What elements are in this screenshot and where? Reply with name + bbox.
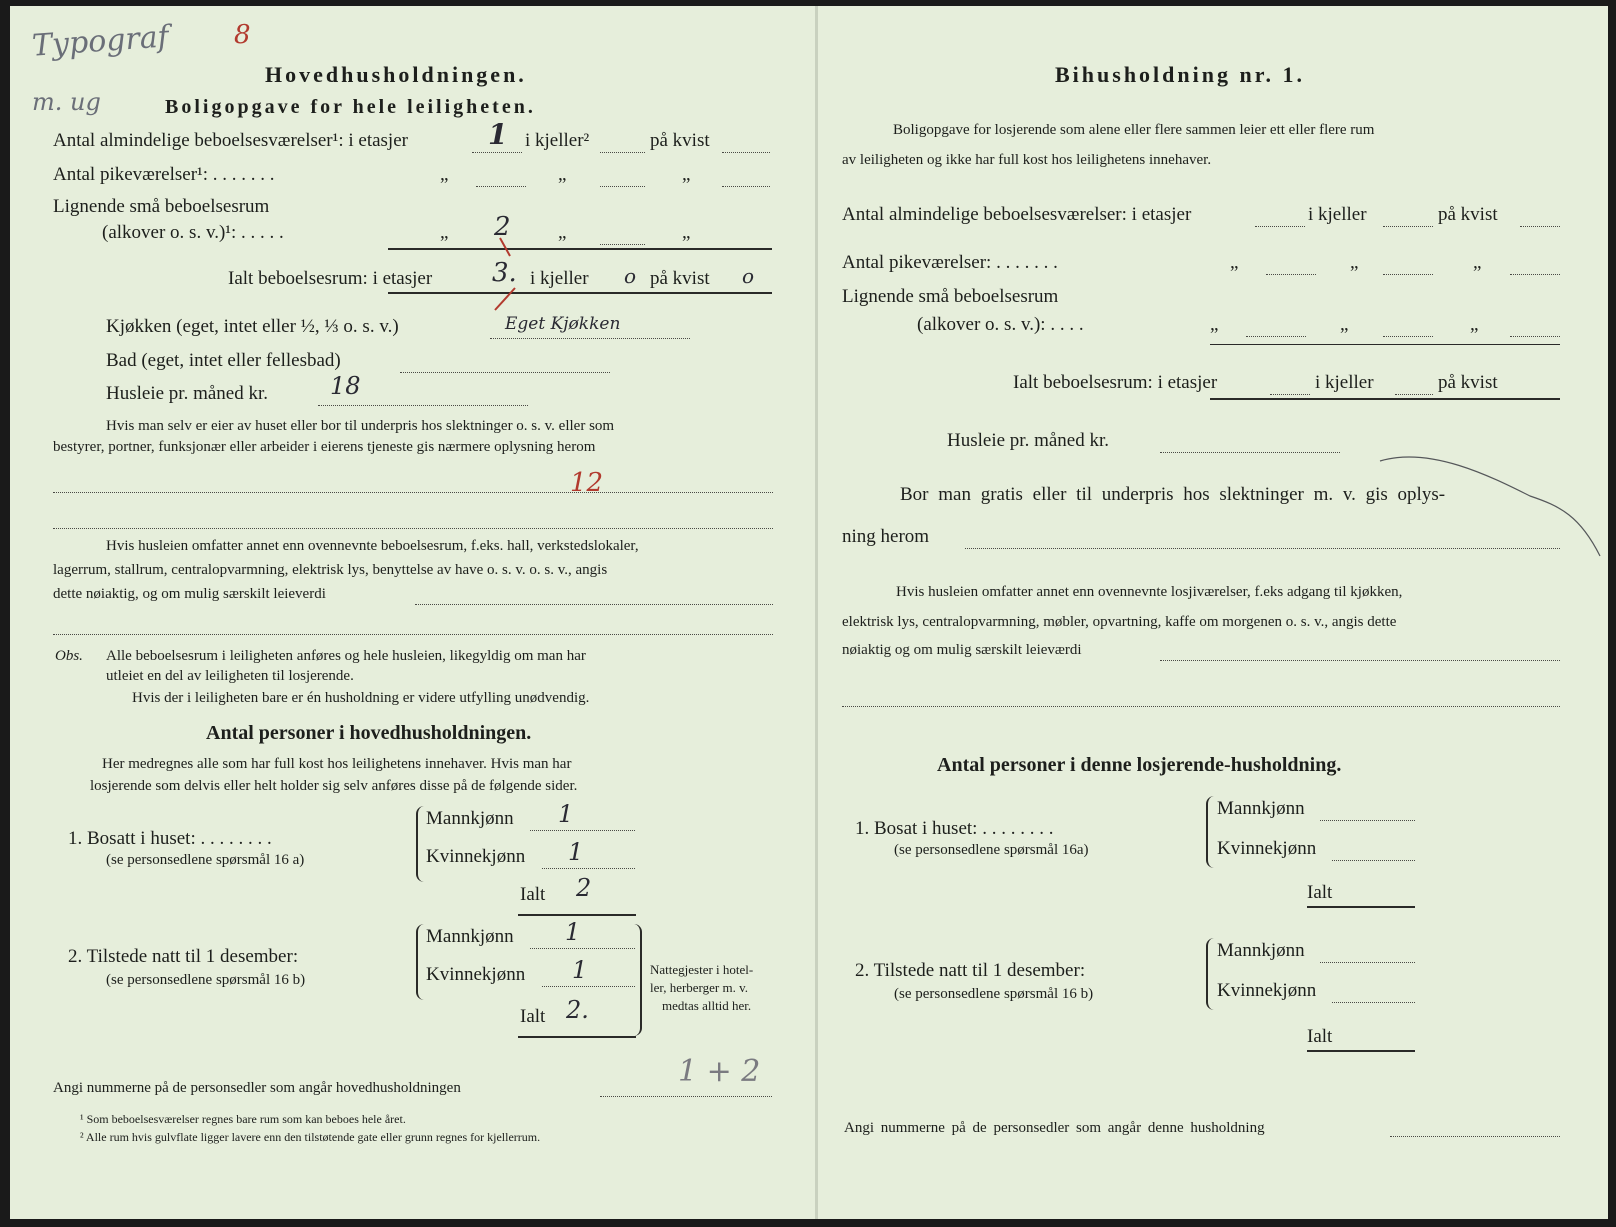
right-row3-label-2: (alkover o. s. v.): . . . . xyxy=(917,314,1084,335)
right-rent-label: Husleie pr. måned kr. xyxy=(947,430,1109,451)
census-form-sheet xyxy=(10,6,1608,1219)
right-intro-2: av leiligheten og ikke har full kost hos leilighetens innehaver. xyxy=(842,152,1212,168)
left-row3-quote-2: „ xyxy=(558,222,567,243)
right-q1-mann-field[interactable] xyxy=(1320,820,1415,821)
left-q2-kvinne-field[interactable] xyxy=(542,986,635,987)
left-persons-text-1: Her medregnes alle som har full kost hos leilighetens innehaver. Hvis man har xyxy=(102,756,572,772)
right-row2-kjeller-field[interactable] xyxy=(1383,274,1433,275)
right-sheet-numbers-field[interactable] xyxy=(1390,1136,1560,1137)
left-sum-line xyxy=(388,248,772,250)
left-total-underline xyxy=(388,292,772,294)
right-total-kvist-label: på kvist xyxy=(1438,372,1498,393)
left-q1-label: 1. Bosatt i huset: . . . . . . . . xyxy=(68,828,272,849)
left-row2-etasjer-field[interactable] xyxy=(476,186,526,187)
right-q2-label: 2. Tilstede natt til 1 desember: xyxy=(855,960,1086,981)
left-q1-mann-field[interactable] xyxy=(530,830,635,831)
left-row3-label-2: (alkover o. s. v.)¹: . . . . . xyxy=(102,222,284,243)
left-row1-kjeller-label: i kjeller² xyxy=(525,130,590,151)
right-includes-text-2: elektrisk lys, centralopvarmning, møbler, opvartning, kaffe om morgenen o. s. v., angis dette xyxy=(842,614,1397,630)
left-title: Hovedhusholdningen. xyxy=(265,62,527,87)
right-q2-ialt-label: Ialt xyxy=(1307,1026,1333,1047)
left-row1-kvist-field[interactable] xyxy=(722,152,770,153)
right-q2-mann-field[interactable] xyxy=(1320,962,1415,963)
right-q2-kvinne-label: Kvinnekjønn xyxy=(1217,980,1317,1001)
owner-text-1: Hvis man selv er eier av huset eller bor til underpris hos slektninger o. s. v. eller som xyxy=(106,418,615,434)
right-row1-kvist-label: på kvist xyxy=(1438,204,1498,225)
footnote-1: ¹ Som beboelsesværelser regnes bare rum som kan beboes hele året. xyxy=(80,1112,406,1126)
left-row3-kjeller-field[interactable] xyxy=(600,244,645,245)
left-total-kvist-value: o xyxy=(742,264,755,288)
left-q2-brace xyxy=(416,924,426,1000)
pencil-curve-mark xyxy=(1370,446,1608,576)
left-q2-mann-field[interactable] xyxy=(530,948,635,949)
left-subtitle: Boligopgave for hele leiligheten. xyxy=(165,96,536,118)
right-row1-etasjer-field[interactable] xyxy=(1255,226,1305,227)
right-gratis-text-1: Bor man gratis eller til underpris hos slektninger m. v. gis oplys- xyxy=(900,484,1446,505)
left-q2-sub: (se personsedlene spørsmål 16 b) xyxy=(106,972,306,988)
left-q2-mann-value: 1 xyxy=(565,918,581,946)
right-q2-sub: (se personsedlene spørsmål 16 b) xyxy=(894,986,1094,1002)
right-total-label: Ialt beboelsesrum: i etasjer xyxy=(1013,372,1218,393)
left-sheet-numbers-field[interactable] xyxy=(600,1096,772,1097)
bath-field[interactable] xyxy=(400,372,610,373)
left-persons-title: Antal personer i hovedhusholdningen. xyxy=(206,722,532,744)
right-row3-quote-3: „ xyxy=(1470,314,1479,335)
right-sum-line xyxy=(1210,344,1560,345)
left-q2-kvinne-label: Kvinnekjønn xyxy=(426,964,526,985)
left-q2-kvinne-value: 1 xyxy=(572,956,588,984)
right-row2-kvist-field[interactable] xyxy=(1510,274,1560,275)
right-q1-kvinne-field[interactable] xyxy=(1332,860,1415,861)
left-row1-kjeller-field[interactable] xyxy=(600,152,645,153)
left-sheet-numbers-label: Angi nummerne på de personsedler som angår hovedhusholdningen xyxy=(53,1080,461,1096)
right-total-kjeller-label: i kjeller xyxy=(1315,372,1374,393)
left-row3-etasjer-value: 2 xyxy=(494,212,511,242)
footnote-2: ² Alle rum hvis gulvflate ligger lavere enn den tilstøtende gate eller grunn regnes for kjellerrum. xyxy=(80,1130,541,1144)
obs-text-1: Alle beboelsesrum i leiligheten anføres og hele husleien, likegyldig om man har xyxy=(106,648,586,664)
owner-field-line-2[interactable] xyxy=(53,528,773,529)
includes-field-line-2[interactable] xyxy=(53,634,773,635)
left-q1-kvinne-field[interactable] xyxy=(542,868,635,869)
right-row2-quote-3: „ xyxy=(1473,252,1482,273)
left-q1-ialt-value: 2 xyxy=(576,874,592,902)
includes-text-2: lagerrum, stallrum, centralopvarmning, elektrisk lys, benyttelse av have o. s. v. o. s. v., angis xyxy=(53,562,608,578)
right-q2-brace xyxy=(1206,938,1216,1010)
owner-field-line-1[interactable] xyxy=(53,492,773,493)
red-check-mark xyxy=(470,228,540,318)
right-q1-kvinne-label: Kvinnekjønn xyxy=(1217,838,1317,859)
left-total-kjeller-value: o xyxy=(624,264,637,288)
right-row1-label: Antal almindelige beboelsesværelser: i etasjer xyxy=(842,204,1192,225)
right-row2-etasjer-field[interactable] xyxy=(1266,274,1316,275)
kitchen-value: Eget Kjøkken xyxy=(505,314,621,334)
left-row1-etasjer-field[interactable] xyxy=(472,152,522,153)
left-q2-ialt-label: Ialt xyxy=(520,1006,546,1027)
handwritten-corner-note-2: m. ug xyxy=(32,88,101,116)
left-row1-etasjer-value: 1 xyxy=(488,118,508,151)
right-row3-kjeller-field[interactable] xyxy=(1383,336,1433,337)
owner-text-2: bestyrer, portner, funksjonær eller arbeider i eierens tjeneste gis nærmere oplysning herom xyxy=(53,439,596,455)
handwritten-corner-note: Typograf xyxy=(30,19,170,64)
includes-text-3: dette nøiaktig, og om mulig særskilt leieverdi xyxy=(53,586,326,602)
right-q1-label: 1. Bosat i huset: . . . . . . . . xyxy=(855,818,1054,839)
includes-field-line-1[interactable] xyxy=(415,604,773,605)
right-row3-quote-2: „ xyxy=(1340,314,1349,335)
right-q2-kvinne-field[interactable] xyxy=(1332,1002,1415,1003)
obs-text-2: utleiet en del av leiligheten til losjerende. xyxy=(106,668,354,684)
rent-value: 18 xyxy=(330,372,361,400)
right-rent-field[interactable] xyxy=(1160,452,1340,453)
left-total-kvist-label: på kvist xyxy=(650,268,710,289)
left-row3-quote-1: „ xyxy=(440,222,449,243)
right-row3-etasjer-field[interactable] xyxy=(1246,336,1306,337)
left-row2-kvist-field[interactable] xyxy=(722,186,770,187)
left-sheet-numbers-value: 1 + 2 xyxy=(678,1054,761,1089)
left-q2-right-brace xyxy=(632,924,642,1036)
left-total-kjeller-label: i kjeller xyxy=(530,268,589,289)
left-total-etasjer-value: 3. xyxy=(492,258,517,288)
left-q2-ialt-value: 2. xyxy=(566,996,589,1024)
right-q1-sub: (se personsedlene spørsmål 16a) xyxy=(894,842,1089,858)
left-q1-kvinne-label: Kvinnekjønn xyxy=(426,846,526,867)
right-includes-field-line-2[interactable] xyxy=(842,706,1560,707)
right-row1-kjeller-field[interactable] xyxy=(1383,226,1433,227)
right-row3-kvist-field[interactable] xyxy=(1510,336,1560,337)
right-row2-quote-1: „ xyxy=(1230,252,1239,273)
left-persons-text-2: losjerende som delvis eller helt holder sig selv anføres disse på de følgende sider. xyxy=(90,778,578,794)
right-includes-text-1: Hvis husleien omfatter annet enn ovennevnte losjiværelser, f.eks adgang til kjøkken, xyxy=(896,584,1403,600)
kitchen-field[interactable] xyxy=(490,338,690,339)
right-row1-kvist-field[interactable] xyxy=(1520,226,1560,227)
right-total-underline xyxy=(1210,398,1560,400)
handwritten-corner-number: 8 xyxy=(234,20,251,50)
right-includes-text-3: nøiaktig og om mulig særskilt leieværdi xyxy=(842,642,1082,658)
red-mark-12: 12 xyxy=(570,468,604,498)
right-row3-quote-1: „ xyxy=(1210,314,1219,335)
night-guests-note-2: ler, herberger m. v. xyxy=(650,980,749,995)
right-total-kjeller-field[interactable] xyxy=(1395,394,1433,395)
right-q1-ialt-line xyxy=(1307,906,1415,908)
right-q1-brace xyxy=(1206,796,1216,868)
left-row2-quote-1: „ xyxy=(440,164,449,185)
night-guests-note-1: Nattegjester i hotel- xyxy=(650,962,754,977)
right-row2-label: Antal pikeværelser: . . . . . . . xyxy=(842,252,1058,273)
left-row2-kjeller-field[interactable] xyxy=(600,186,645,187)
right-includes-field-line-1[interactable] xyxy=(1160,660,1560,661)
night-guests-note-3: medtas alltid her. xyxy=(662,998,752,1013)
obs-text-3: Hvis der i leiligheten bare er én husholdning er videre utfylling unødvendig. xyxy=(132,690,590,706)
left-row2-quote-2: „ xyxy=(558,164,567,185)
left-row3-quote-3: „ xyxy=(682,222,691,243)
left-q1-brace xyxy=(416,806,426,882)
right-q2-ialt-line xyxy=(1307,1050,1415,1052)
left-total-label: Ialt beboelsesrum: i etasjer xyxy=(228,268,433,289)
right-row1-kjeller-label: i kjeller xyxy=(1308,204,1367,225)
rent-label: Husleie pr. måned kr. xyxy=(106,383,268,404)
left-row2-quote-3: „ xyxy=(682,164,691,185)
left-row1-label: Antal almindelige beboelsesværelser¹: i etasjer xyxy=(53,130,408,151)
left-q1-kvinne-value: 1 xyxy=(568,838,584,866)
left-q2-label: 2. Tilstede natt til 1 desember: xyxy=(68,946,299,967)
kitchen-label: Kjøkken (eget, intet eller ½, ⅓ o. s. v.) xyxy=(106,316,399,337)
rent-field[interactable] xyxy=(318,405,528,406)
left-row1-kvist-label: på kvist xyxy=(650,130,710,151)
left-q2-ialt-line xyxy=(518,1036,636,1038)
includes-text-1: Hvis husleien omfatter annet enn ovennevnte beboelsesrum, f.eks. hall, verkstedslokaler, xyxy=(106,538,639,554)
right-persons-title: Antal personer i denne losjerende-husholdning. xyxy=(937,754,1342,776)
left-q1-ialt-label: Ialt xyxy=(520,884,546,905)
right-q1-mann-label: Mannkjønn xyxy=(1217,798,1305,819)
bath-label: Bad (eget, intet eller fellesbad) xyxy=(106,350,341,371)
right-title: Bihusholdning nr. 1. xyxy=(1055,62,1305,87)
right-row3-label: Lignende små beboelsesrum xyxy=(842,286,1059,307)
left-q1-ialt-line xyxy=(518,914,636,916)
left-q1-sub: (se personsedlene spørsmål 16 a) xyxy=(106,852,305,868)
left-row3-label: Lignende små beboelsesrum xyxy=(53,196,270,217)
right-intro-1: Boligopgave for losjerende som alene eller flere sammen leier ett eller flere rum xyxy=(893,122,1375,138)
right-total-etasjer-field[interactable] xyxy=(1270,394,1310,395)
left-row2-label: Antal pikeværelser¹: . . . . . . . xyxy=(53,164,275,185)
page-fold xyxy=(815,6,818,1219)
obs-label: Obs. xyxy=(55,648,83,664)
left-q2-mann-label: Mannkjønn xyxy=(426,926,514,947)
left-q1-mann-value: 1 xyxy=(558,800,574,828)
right-q1-ialt-label: Ialt xyxy=(1307,882,1333,903)
left-q1-mann-label: Mannkjønn xyxy=(426,808,514,829)
right-gratis-text-2: ning herom xyxy=(842,526,930,547)
right-row2-quote-2: „ xyxy=(1350,252,1359,273)
right-sheet-numbers-label: Angi nummerne på de personsedler som angår denne husholdning xyxy=(844,1120,1265,1136)
right-q2-mann-label: Mannkjønn xyxy=(1217,940,1305,961)
